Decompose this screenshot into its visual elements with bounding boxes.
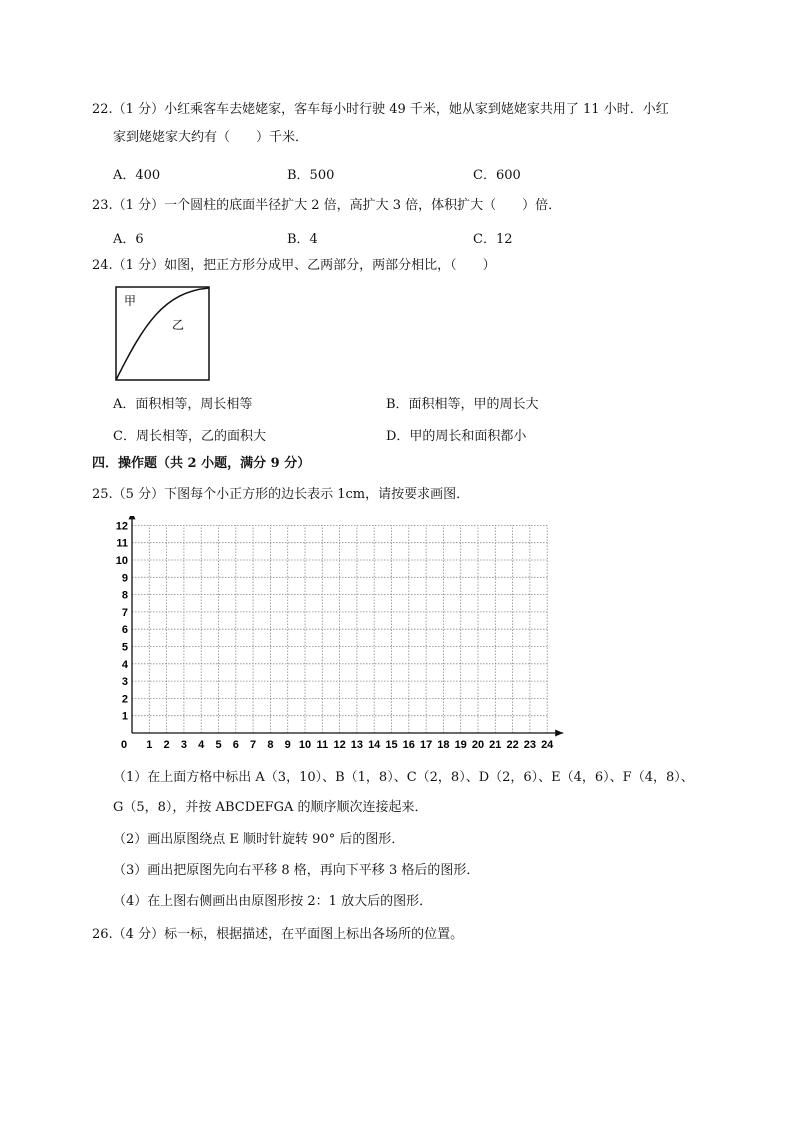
- q25-item-4: （4）在上图右侧画出由原图形按 2：1 放大后的图形．: [113, 894, 433, 909]
- x-tick-label: 23: [523, 739, 537, 751]
- x-tick-label: 24: [541, 739, 554, 751]
- y-tick-label: 11: [116, 537, 128, 550]
- y-tick-label: 2: [121, 693, 128, 706]
- q24-line1: 24.（1 分）如图，把正方形分成甲、乙两部分，两部分相比，（ ）: [92, 258, 496, 273]
- x-tick-label: 11: [316, 739, 329, 751]
- x-tick-label: 4: [198, 739, 205, 751]
- y-tick-label: 12: [115, 520, 128, 533]
- y-axis-labels: [116, 520, 129, 722]
- q25-item-1a: （1）在上面方格中标出 A（3，10）、B（1，8）、C（2，8）、D（2，6）、E（4，6）、F（4，8）、: [113, 770, 694, 785]
- x-tick-label: 17: [419, 739, 433, 751]
- q22-option-c[interactable]: C．600: [473, 168, 521, 183]
- q25-item-1b: G（5，8），并按 ABCDEFGA 的顺序顺次连接起来．: [113, 800, 428, 815]
- q23-option-b[interactable]: B．4: [287, 232, 318, 247]
- y-tick-label: 6: [121, 624, 128, 637]
- grid-lines: [132, 525, 547, 733]
- x-tick-label: 6: [232, 739, 239, 751]
- x-tick-label: 10: [298, 739, 312, 751]
- x-tick-label: 1: [146, 739, 153, 751]
- x-tick-label: 13: [350, 739, 364, 751]
- q25-item-3: （3）画出把原图先向右平移 8 格，再向下平移 3 格后的图形．: [113, 863, 480, 878]
- q26-line1: 26.（4 分）标一标，根据描述，在平面图上标出各场所的位置。: [92, 927, 464, 942]
- y-tick-label: 7: [121, 606, 128, 619]
- section-title: 四．操作题（共 2 小题，满分 9 分）: [92, 456, 311, 471]
- q22-line1: 22.（1 分）小红乘客车去姥姥家，客车每小时行驶 49 千米，她从家到姥姥家共用了 11 小时．小红: [92, 102, 669, 117]
- q25-item-2: （2）画出原图绕点 E 顺时针旋转 90° 后的图形．: [113, 832, 405, 847]
- x-tick-label: 16: [402, 739, 415, 751]
- x-tick-label: 2: [163, 739, 170, 751]
- q23-line1: 23.（1 分）一个圆柱的底面半径扩大 2 倍，高扩大 3 倍，体积扩大（ ）倍．: [92, 198, 562, 213]
- x-tick-label: 15: [385, 739, 398, 751]
- x-tick-label: 0: [120, 739, 128, 751]
- x-tick-label: 3: [180, 739, 187, 751]
- q25-line1: 25.（5 分）下图每个小正方形的边长表示 1cm，请按要求画图．: [92, 487, 470, 502]
- y-tick-label: 4: [121, 658, 128, 671]
- label-yi: 乙: [172, 318, 185, 332]
- y-tick-label: 3: [121, 676, 128, 689]
- x-axis-labels: [121, 739, 554, 751]
- y-tick-label: 1: [121, 710, 128, 723]
- x-tick-label: 18: [437, 739, 450, 751]
- q22-option-b[interactable]: B．500: [287, 168, 335, 183]
- q24-option-a[interactable]: A．面积相等，周长相等: [113, 397, 253, 412]
- q22-option-a[interactable]: A．400: [113, 168, 161, 183]
- y-tick-label: 8: [121, 589, 128, 602]
- label-jia: 甲: [124, 294, 137, 308]
- y-tick-label: 5: [121, 641, 128, 654]
- x-tick-label: 22: [506, 739, 519, 751]
- x-tick-label: 5: [215, 739, 222, 751]
- q24-option-b[interactable]: B．面积相等，甲的周长大: [386, 397, 539, 412]
- y-tick-label: 9: [121, 572, 128, 585]
- square-division-figure: [114, 284, 212, 384]
- q23-option-c[interactable]: C．12: [473, 232, 513, 247]
- q24-option-c[interactable]: C．周长相等，乙的面积大: [113, 429, 266, 444]
- x-tick-label: 7: [250, 739, 257, 751]
- x-tick-label: 14: [368, 739, 381, 751]
- x-tick-label: 8: [267, 739, 274, 751]
- coordinate-grid[interactable]: [106, 516, 576, 756]
- x-tick-label: 12: [333, 739, 346, 751]
- x-tick-label: 21: [489, 739, 502, 751]
- x-tick-label: 19: [454, 739, 467, 751]
- x-axis-arrow: [555, 730, 563, 737]
- y-tick-label: 10: [115, 555, 128, 567]
- x-tick-label: 20: [471, 739, 485, 751]
- y-axis-arrow: [129, 516, 136, 519]
- x-tick-label: 9: [284, 739, 291, 751]
- q23-option-a[interactable]: A．6: [113, 232, 144, 247]
- q24-option-d[interactable]: D．甲的周长和面积都小: [386, 429, 527, 444]
- axes: [129, 516, 564, 737]
- q22-line2: 家到姥姥家大约有（ ）千米．: [113, 130, 309, 145]
